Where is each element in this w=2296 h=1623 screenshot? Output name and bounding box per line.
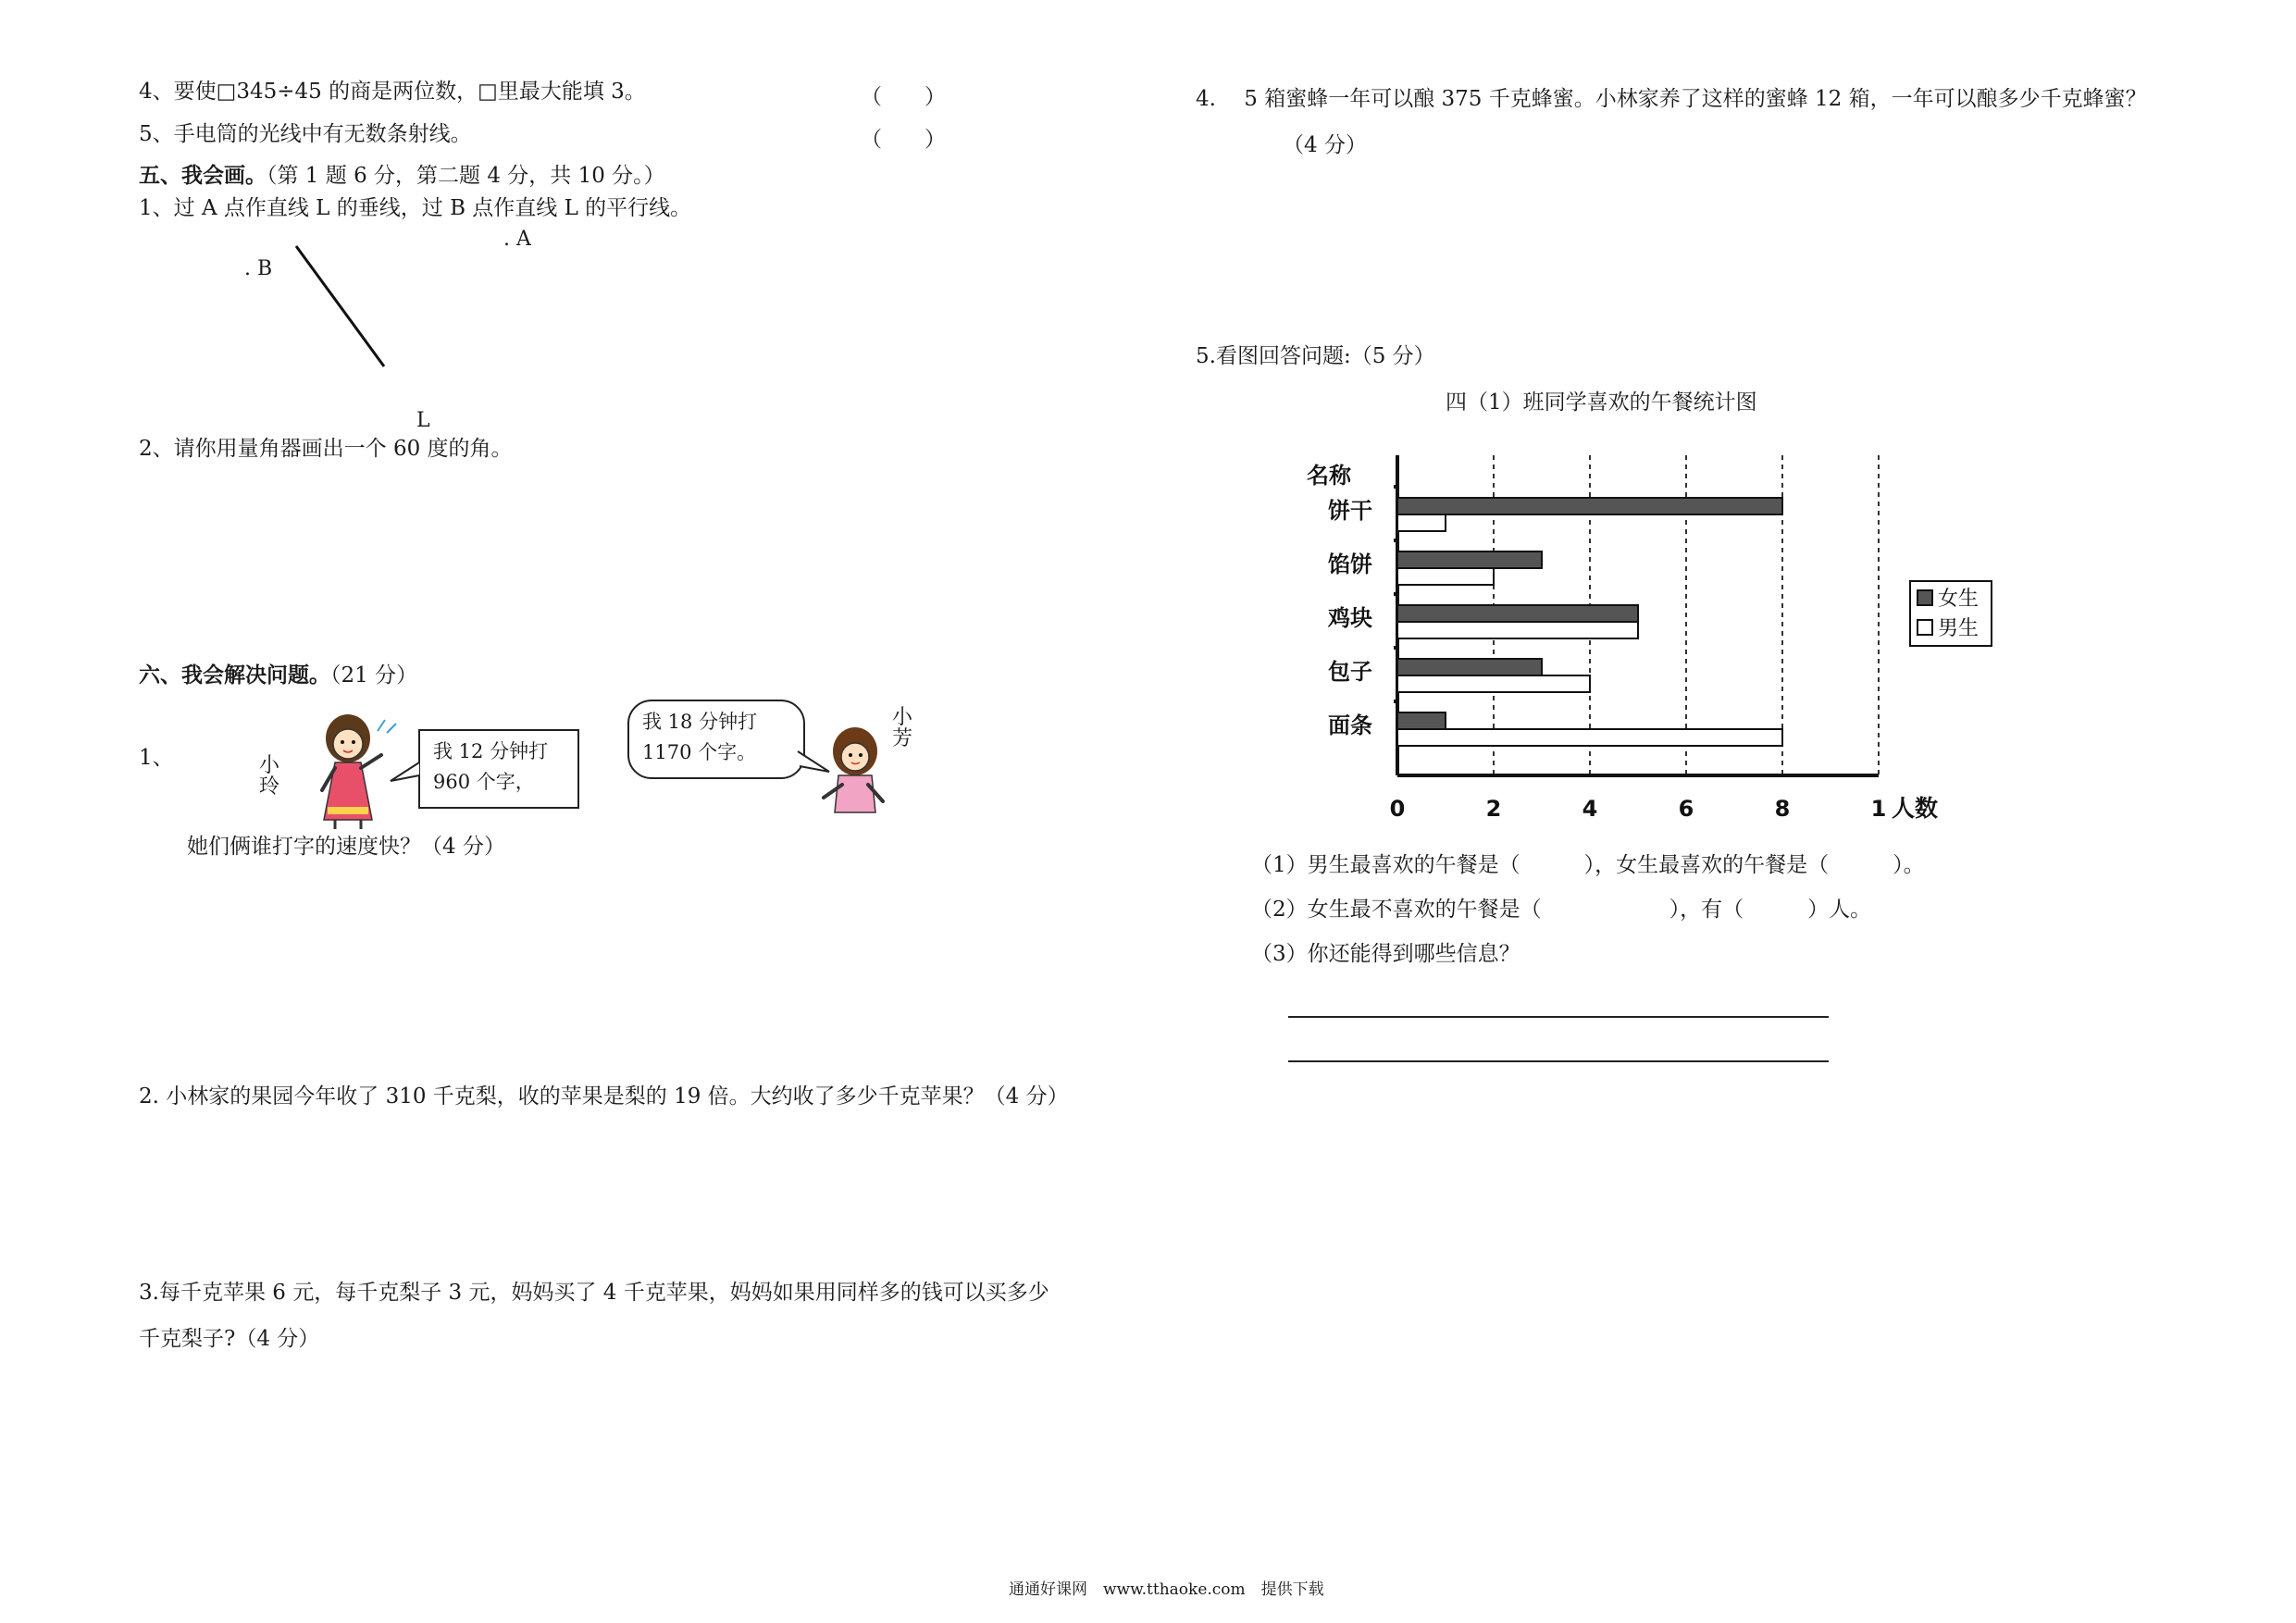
category-tick: [1394, 700, 1397, 703]
section-5-heading: [139, 163, 665, 190]
x-tick-label: 0: [1389, 796, 1406, 822]
bar-girls: [1397, 498, 1782, 514]
section-5-info: （第 1 题 6 分，第二题 4 分，共 10 分。）: [267, 164, 665, 188]
sub-question-2: （2）女生最不喜欢的午餐是（ ），有（ ）人。: [1251, 898, 1872, 922]
category-tick: [1394, 539, 1397, 542]
point-a-label: . A: [503, 228, 531, 251]
bubble-1-tail: [389, 759, 420, 787]
chart-title: 四（1）班同学喜欢的午餐统计图: [1446, 390, 1757, 415]
value-axis-label: 人数: [1892, 795, 1939, 822]
bar-girls: [1397, 605, 1638, 622]
category-label: 鸡块: [1328, 605, 1372, 631]
girl-1-face: [333, 729, 363, 759]
section-6-info: （21 分）: [330, 663, 418, 688]
answer-paren-q4[interactable]: （ ）: [861, 85, 946, 109]
answer-line-1[interactable]: [1288, 1016, 1829, 1018]
bar-boys: [1397, 729, 1782, 746]
category-label: 面条: [1328, 712, 1372, 738]
bar-girls: [1397, 551, 1542, 568]
true-false-q4: 4、要使□345÷45 的商是两位数，□里最大能填 3。: [139, 80, 646, 104]
line-l: [296, 246, 384, 366]
bar-girls: [1397, 659, 1542, 675]
speech-bubble-2: 我 18 分钟打 1170 个字。: [627, 700, 805, 779]
category-label: 馅饼: [1328, 551, 1372, 577]
x-tick-label: 8: [1774, 796, 1791, 822]
x-tick-label: 6: [1678, 796, 1694, 822]
x-tick-label: 4: [1582, 796, 1598, 822]
true-false-q5: 5、手电筒的光线中有无数条射线。: [139, 122, 472, 146]
problem-3-line-2: 千克梨子?（4 分）: [139, 1327, 320, 1351]
category-label: 饼干: [1328, 498, 1372, 524]
section-6-title: 六、我会解决问题。: [139, 663, 330, 688]
speech-bubble-1: 我 12 分钟打 960 个字，: [418, 729, 579, 809]
legend-swatch: [1917, 590, 1932, 605]
category-axis-label: 名称: [1307, 463, 1351, 489]
legend-swatch: [1917, 620, 1932, 635]
bar-girls: [1397, 712, 1446, 729]
answer-line-2[interactable]: [1288, 1060, 1829, 1062]
line-l-drawing: [278, 239, 398, 378]
x-tick-label: 2: [1485, 796, 1502, 822]
problem-1-question: 她们俩谁打字的速度快？（4 分）: [187, 835, 505, 859]
legend-label: 男生: [1938, 617, 1980, 640]
section-6-heading: [139, 663, 417, 689]
problem-3-line-1: 3.每千克苹果 6 元，每千克梨子 3 元，妈妈买了 4 千克苹果，妈妈如果用同样多的钱可以买多少: [139, 1281, 1049, 1305]
line-l-label: L: [416, 409, 430, 432]
category-tick: [1394, 485, 1397, 489]
category-label: 包子: [1328, 659, 1372, 685]
girl-2-illustration: [818, 724, 892, 825]
problem-5: 5.看图回答问题:（5 分）: [1196, 344, 1435, 368]
lunch-bar-chart: [1277, 435, 1999, 842]
problem-2: 2. 小林家的果园今年收了 310 千克梨，收的苹果是梨的 19 倍。大约收了多少千克苹果？（4 分）: [139, 1084, 1069, 1109]
x-tick-label: 1: [1870, 796, 1887, 822]
problem-4-line-1: 4. 5 箱蜜蜂一年可以酿 375 千克蜂蜜。小林家养了这样的蜜蜂 12 箱，一年可以酿多少千克蜂蜜？: [1196, 87, 2147, 111]
section-5-title: 五、我会画。: [139, 163, 267, 188]
sparkle-icon: [370, 711, 407, 738]
girl-2-face: [841, 743, 869, 771]
problem-4-line-2: （4 分）: [1283, 133, 1367, 157]
point-b-label: . B: [244, 257, 273, 280]
problem-1-number: 1、: [139, 746, 174, 770]
bar-boys: [1397, 568, 1494, 585]
sub-question-1: （1）男生最喜欢的午餐是（ ），女生最喜欢的午餐是（ ）。: [1251, 853, 1925, 877]
bar-boys: [1397, 514, 1446, 531]
category-tick: [1394, 646, 1397, 650]
girl-2-name: 小 芳: [892, 706, 913, 751]
bar-boys: [1397, 675, 1590, 692]
bar-boys: [1397, 622, 1638, 638]
draw-question-1: 1、过 A 点作直线 L 的垂线，过 B 点作直线 L 的平行线。: [139, 196, 692, 220]
draw-question-2: 2、请你用量角器画出一个 60 度的角。: [139, 437, 513, 461]
answer-paren-q5[interactable]: （ ）: [861, 128, 946, 152]
footer-credit: 通通好课网 www.tthaoke.com 提供下载: [1009, 1580, 1324, 1599]
category-tick: [1394, 592, 1397, 596]
legend-label: 女生: [1938, 588, 1980, 611]
sub-question-3: （3）你还能得到哪些信息？: [1251, 942, 1520, 966]
girl-1-name: 小 玲: [259, 754, 280, 799]
girl-2-dress: [835, 775, 875, 812]
